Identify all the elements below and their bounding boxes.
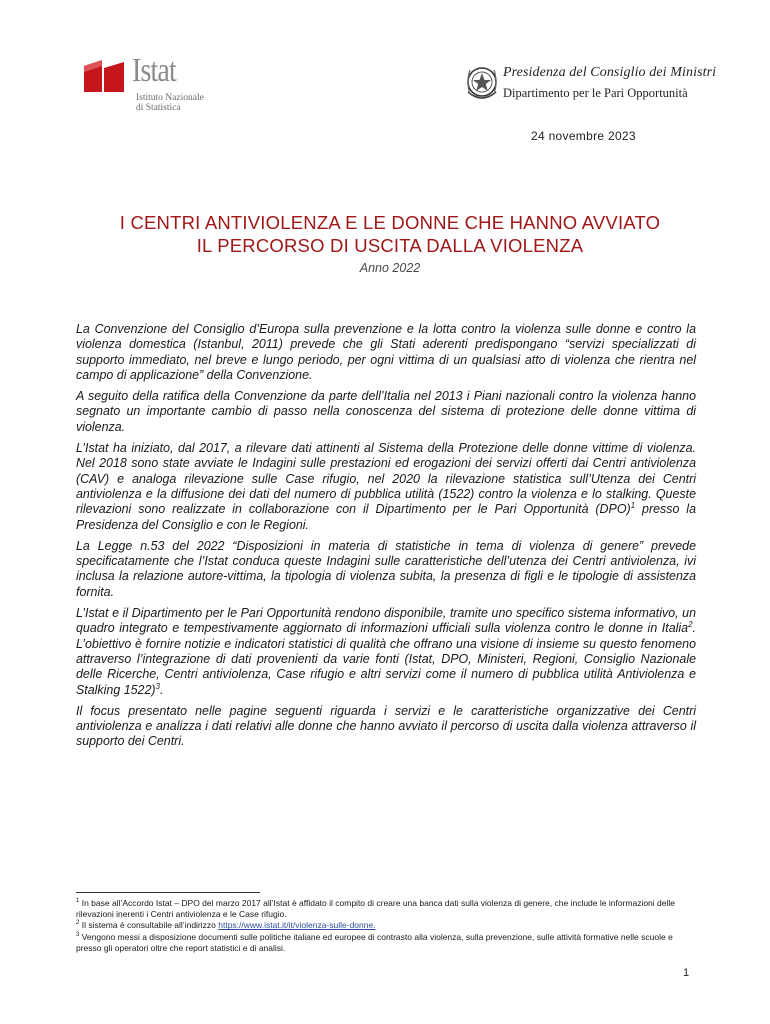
istat-subtitle-line2: di Statistica: [136, 103, 181, 113]
paragraph-3-tail: presso la Presidenza del Consiglio e con le Regioni.: [76, 502, 696, 532]
footnote-ref-2[interactable]: 2: [688, 620, 693, 630]
violenza-sulle-donne-link[interactable]: https://www.istat.it/it/violenza-sulle-donne.: [218, 920, 376, 931]
paragraph-5-mid: . L’obiettivo è fornire notizie e indicatori statistici di qualità che offrano una visione di insieme su questo fenomeno attraverso l’integrazione di dati provenienti da varie fonti (Istat, DPO, Ministeri, Regioni, Consiglio Nazionale delle Ricerche, Centri antiviolenza, Case rifugio e altri servizi come il numero di pubblica utilità Antiviolenza e Stalking 1522): [76, 621, 696, 697]
page-title: [60, 211, 720, 257]
title-line-1: I CENTRI ANTIVIOLENZA E LE DONNE CHE HANNO AVVIATO: [119, 212, 661, 233]
footnote-3: [76, 932, 698, 954]
footnote-2-number: 2: [76, 920, 80, 927]
title-line-2: IL PERCORSO DI USCITA DALLA VIOLENZA: [196, 235, 584, 256]
footnote-3-text: Vengono messi a disposizione documenti sulle politiche italiane ed europee di contrasto alla violenza, sulla prevenzione, sulle attività formative nelle scuole e presso gli operatori oltre che report statistici e di analisi.: [76, 931, 673, 953]
istat-mark-icon: [82, 58, 126, 94]
footnote-3-number: 3: [76, 931, 80, 938]
paragraph-5-text: L’Istat e il Dipartimento per le Pari Opportunità rendono disponibile, tramite uno specifico sistema informativo, un quadro integrato e tempestivamente aggiornato di informazioni ufficiali sulla violenza contro le donne in Italia: [76, 606, 696, 636]
paragraph-2: A seguito della ratifica della Convenzione da parte dell’Italia nel 2013 i Piani nazionali contro la violenza hanno segnato un importante cambio di passo nella conoscenza del sistema di protezione delle donne vittima di violenza.: [76, 389, 696, 434]
footnote-2-text: Il sistema è consultabile all’indirizzo: [79, 920, 219, 931]
pcm-department: Dipartimento per le Pari Opportunità: [503, 86, 688, 100]
paragraph-1: La Convenzione del Consiglio d’Europa sulla prevenzione e la lotta contro la violenza sulle donne e contro la violenza domestica (Istanbul, 2011) prevede che gli Stati aderenti predispongano “servizi specializzati di supporto immediato, nel breve e lungo periodo, per ogni vittima di un qualsiasi atto di violenza che rientra nel campo di applicazione” della Convenzione.: [76, 322, 696, 382]
pcm-logo: [463, 62, 717, 108]
paragraph-3-text: L’Istat ha iniziato, dal 2017, a rilevare dati attinenti al Sistema della Protezione delle donne vittime di violenza. Nel 2018 sono state avviate le Indagini sulle prestazioni ed erogazioni dei servizi offerti dai Centri antiviolenza (CAV) e analoga rilevazione sulle Case rifugio, nel 2020 la rilevazione statistica sull’Utenza dei Centri antiviolenza e la diffusione dei dati del numero di pubblica utilità (1522) contro la violenza e lo stalking. Queste rilevazioni sono realizzate in collaborazione con il Dipartimento per le Pari Opportunità (DPO): [76, 441, 696, 517]
istat-subtitle-line1: Istituto Nazionale: [136, 93, 204, 103]
publication-date: 24 novembre 2023: [531, 129, 636, 143]
istat-wordmark: Istat: [132, 52, 176, 89]
paragraph-3: [76, 441, 696, 533]
istat-subtitle: [136, 93, 204, 113]
footnote-1-text: In base all’Accordo Istat – DPO del marzo 2017 all’Istat è affidato il compito di creare una banca dati sulla violenza di genere, che include le informazioni delle rilevazioni inerenti i Centri antiviolenza e le Case rifugio.: [76, 898, 675, 920]
footnotes: [76, 898, 698, 954]
footnote-ref-3[interactable]: 3: [155, 681, 160, 691]
footnote-1-number: 1: [76, 898, 80, 905]
istat-logo: [82, 52, 222, 116]
page-subtitle: Anno 2022: [359, 261, 421, 275]
paragraph-5-tail: .: [159, 682, 164, 697]
footnote-ref-1[interactable]: 1: [630, 501, 636, 511]
footnote-1: [76, 898, 698, 920]
footnote-2: [76, 920, 698, 931]
pcm-title: Presidenza del Consiglio dei Ministri: [503, 65, 717, 80]
page-number: 1: [683, 967, 690, 979]
paragraph-6: Il focus presentato nelle pagine seguenti riguarda i servizi e le caratteristiche organizzative dei Centri antiviolenza e analizza i dati relativi alle donne che hanno avviato il percorso di uscita dalla violenza attraverso il supporto dei Centri.: [76, 703, 696, 749]
body-text: [76, 322, 696, 756]
paragraph-5: [76, 606, 696, 698]
footnote-divider: [76, 892, 260, 893]
italian-emblem-icon: [463, 62, 501, 106]
paragraph-4: La Legge n.53 del 2022 “Disposizioni in materia di statistiche in tema di violenza di genere” prevede specificatamente che l’Istat conduca queste Indagini sulle caratteristiche dell’utenza dei Centri antiviolenza, ivi inclusa la relazione autore-vittima, la tipologia di violenza subita, la presenza di figli e le tipologie di assistenza fornita.: [76, 538, 696, 599]
